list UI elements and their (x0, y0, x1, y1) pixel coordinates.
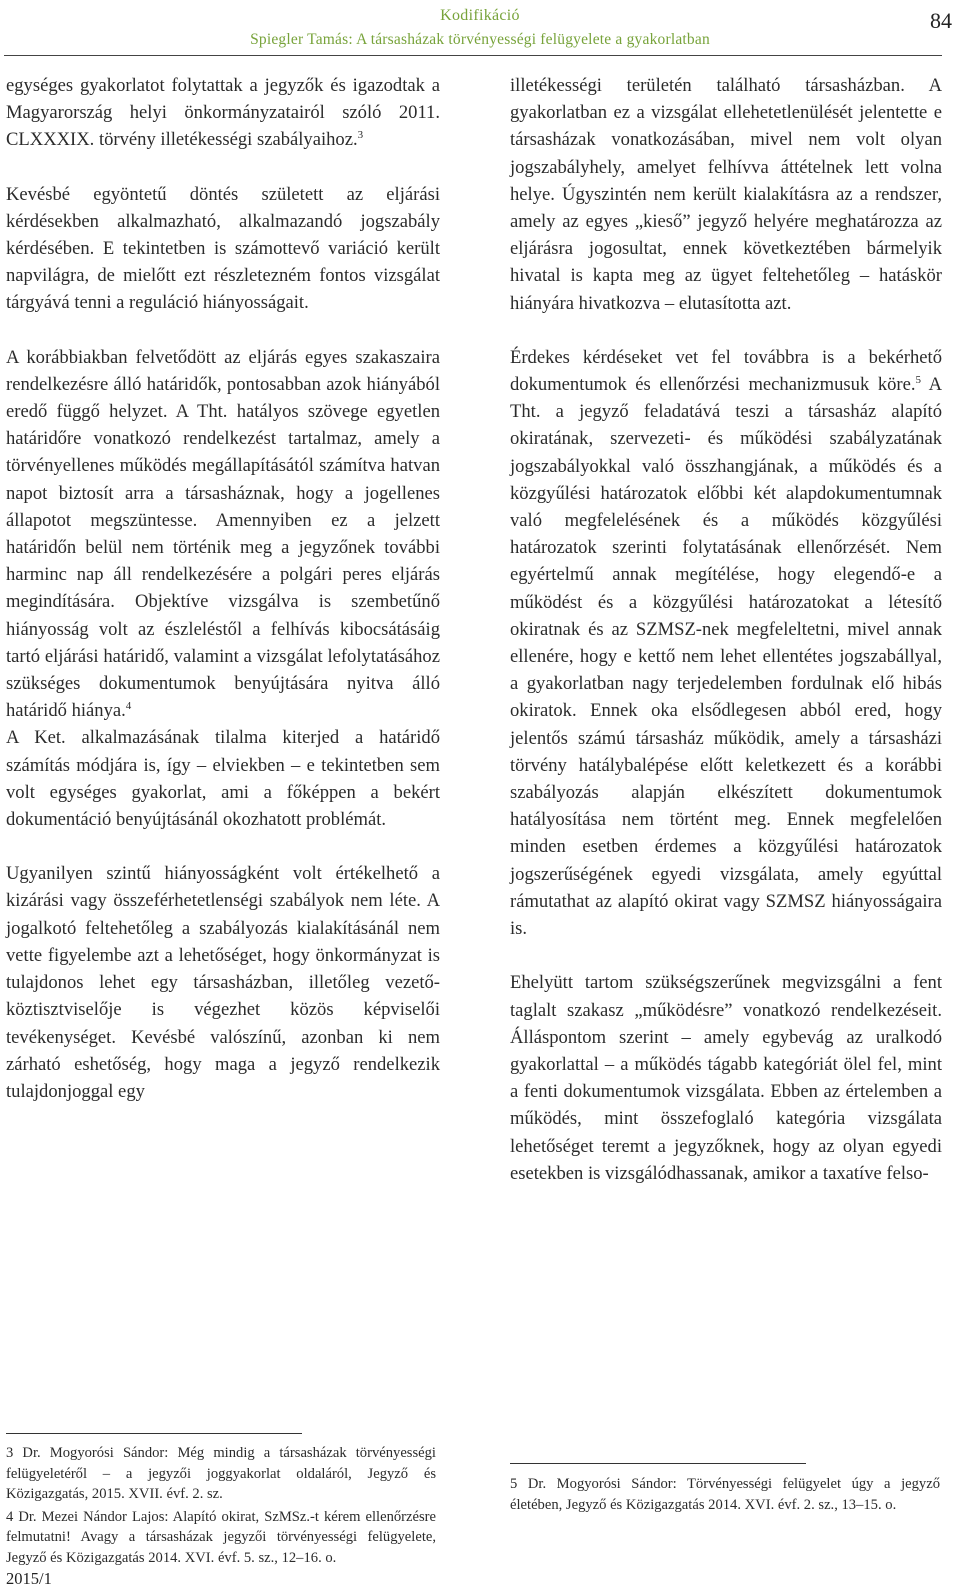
footnote-ref[interactable]: 5 (915, 374, 922, 387)
paragraph-jurisdiction (6, 72, 440, 154)
footnote-3 (6, 1443, 436, 1505)
footnote-text: Dr. Mezei Nándor Lajos: Alapító okirat, SzMSz.-t kérem ellenőrzésre felmutatni! Avagy a társasházak jegyzői törvényességi felügyelete, Jegyző és Közigazgatás 2014. XVI. évf. 5. sz., 12–16. o. (6, 1508, 436, 1566)
footnote-divider (510, 1463, 806, 1464)
paragraph-competence: illetékességi területén található társasházban. A gyakorlatban ez a vizsgálat ellehetetlenülését jelentette e társasházak vonatkozásában, mivel nem volt olyan jogszabályhely, amelyet felhívva áttételnek lett volna helye. Úgyszintén nem került kialakításra az a rendszer, amely az egyes „kieső” jegyző helyére meghatározza az eljárásra jogosultat, ennek következtében bármelyik hivatal is kapta meg az ügyet feltehetőleg – hatáskör hiányára hivatkozva – elutasította azt. (510, 75, 942, 314)
paragraph-text: Érdekes kérdéseket vet fel továbbra is a bekérhető dokumentumok és ellenőrzési mechanizmusuk köre. (510, 346, 942, 396)
paragraph-text: egységes gyakorlatot folytattak a jegyzők és igazodtak a Magyarország helyi önkormányzatairól szóló 2011. CLXXXIX. törvény illetékességi szabályaihoz. (6, 75, 440, 151)
page-number: 84 (930, 8, 952, 33)
footnote-4 (6, 1507, 436, 1569)
footnote-text: Dr. Mogyorósi Sándor: Törvényességi felügyelet úgy a jegyző életében, Jegyző és Közigazgatás 2014. XVI. évf. 2. sz., 13–15. o. (510, 1476, 940, 1513)
left-column (6, 72, 440, 1105)
footnote-ref[interactable]: 3 (357, 129, 364, 142)
footnotes-right (510, 1474, 940, 1517)
footnote-ref[interactable]: 4 (125, 700, 132, 713)
paragraph-conflict-of-interest: Ugyanilyen szintű hiányosságként volt értékelhető a kizárási vagy összeférhetetlenségi szabályok nem léte. A jogalkotó feltehetőleg a szabályozás kialakításánál nem vette figyelembe azt a lehetőséget, hogy önkormányzat is tulajdonos lehet egy társasházban, illetőleg vezető-köztisztviselője is végezhet közös képviselői tevékenységet. Kevésbé valószínű, azonban ki nem zárható eshetőség, hogy maga a jegyző rendelkezik tulajdonjoggal egy (6, 863, 440, 1102)
footnote-number: 4 (6, 1508, 14, 1525)
footnote-5 (510, 1474, 940, 1515)
paragraph-ket: A Ket. alkalmazásának tilalma kiterjed a határidő számítás módjára is, így – elviekben – e tekintetben sem volt egységes gyakorlat, ami a főképpen a bekért dokumentáció benyújtásánál okozhatott problémát. (6, 727, 440, 831)
footnote-divider (6, 1433, 302, 1434)
header-section-label: Kodifikáció (440, 7, 520, 24)
right-column (510, 72, 942, 1187)
issue-label: 2015/1 (6, 1569, 52, 1588)
footnote-text: Dr. Mogyorósi Sándor: Még mindig a társasházak törvényességi felügyeletéről – a jegyzői joggyakorlat oldaláról, Jegyző és Közigazgatás, 2015. XVII. évf. 2. sz. (6, 1445, 436, 1503)
header-running-title: Spiegler Tamás: A társasházak törvényességi felügyelete a gyakorlatban (250, 31, 710, 48)
paragraph-operation: Ehelyütt tartom szükségszerűnek megvizsgálni a fent taglalt szakasz „működésre” vonatkozó rendelkezéseit. Álláspontom szerint – amely egybevág az uralkodó gyakorlattal – a működés tágabb kategóriát ölel fel, mint a fenti dokumentumok vizsgálata. Ebben az értelemben a működés, mint összefoglaló kategória vizsgálata lehetőséget teremt a jegyzőknek, hogy az olyan egyedi esetekben is vizsgálódhassanak, amikor a taxatíve felso- (510, 972, 942, 1184)
paragraph-deadlines (6, 344, 440, 725)
header-divider (4, 55, 942, 56)
footnotes-left (6, 1443, 436, 1571)
footnote-number: 3 (6, 1445, 14, 1461)
footnote-number: 5 (510, 1476, 518, 1492)
page-header (0, 0, 960, 56)
paragraph-text: A Tht. a jegyző feladatává teszi a társasház alapító okiratának, szervezeti- és működési szabályzatának jogszabályokkal való összhangjának, a működés és a közgyűlési határozatok előbbi két alapdokumentumnak való megfelelésének és a működés közgyűlési határozatok szerinti folytatásának ellenőrzését. Nem egyértelmű annak megítélése, hogy elegendő-e a működést és a közgyűlési határozatokat a létesítő okiratnak és az SZMSZ-nek megfeleltetni, mivel annak ellenére, hogy e kettő nem lehet ellentétes jogszabállyal, a gyakorlatban nagy terjedelemben fordulnak elő hibás okiratok. Ennek oka elsődlegesen abból ered, hogy jelentős számú társasház működik, amely a társasházi törvény hatálybalépése előtt keletkezett és a korábbi szabályozás alapján elkészített dokumentumok hatályosítása nem történt meg. Ennek megfelelően minden esetben érdemes a közgyűlési határozatok jogszerűségének egyedi vizsgálata, amely egyúttal rámutathat az alapító okirat vagy SZMSZ hiányosságaira is. (510, 374, 942, 940)
paragraph-procedural-law: Kevésbé egyöntetű döntés született az eljárási kérdésekben alkalmazható, alkalmazandó jogszabály kérdésében. E tekintetben is számottevő variáció került napvilágra, de mielőtt ezt részletezném fontos vizsgálat tárgyává tenni a reguláció hiányosságait. (6, 183, 440, 314)
paragraph-text: A korábbiakban felvetődött az eljárás egyes szakaszaira rendelkezésre álló határidők, pontosabban azok hiányából eredő függő helyzet. A Tht. hatályos szövege egyetlen határidőre vonatkozó rendelkezést tartalmaz, amely a törvényellenes működés megállapításától számítva hatvan napot biztosít arra a társasháznak, hogy a jogellenes állapotot megszüntesse. Amennyiben ez a jelzett határidőn belül nem történik meg a jegyzőnek további harminc nap áll rendelkezésére a polgári peres eljárás megindítására. Objektíve vizsgálva is szembetűnő hiányosság volt az észleléstől a felhívás kibocsátásáig tartó eljárási határidő, valamint a vizsgálat lefolytatásához szükséges dokumentumok benyújtására nyitva álló határidő hiánya. (6, 346, 440, 722)
paragraph-documents (510, 344, 942, 942)
